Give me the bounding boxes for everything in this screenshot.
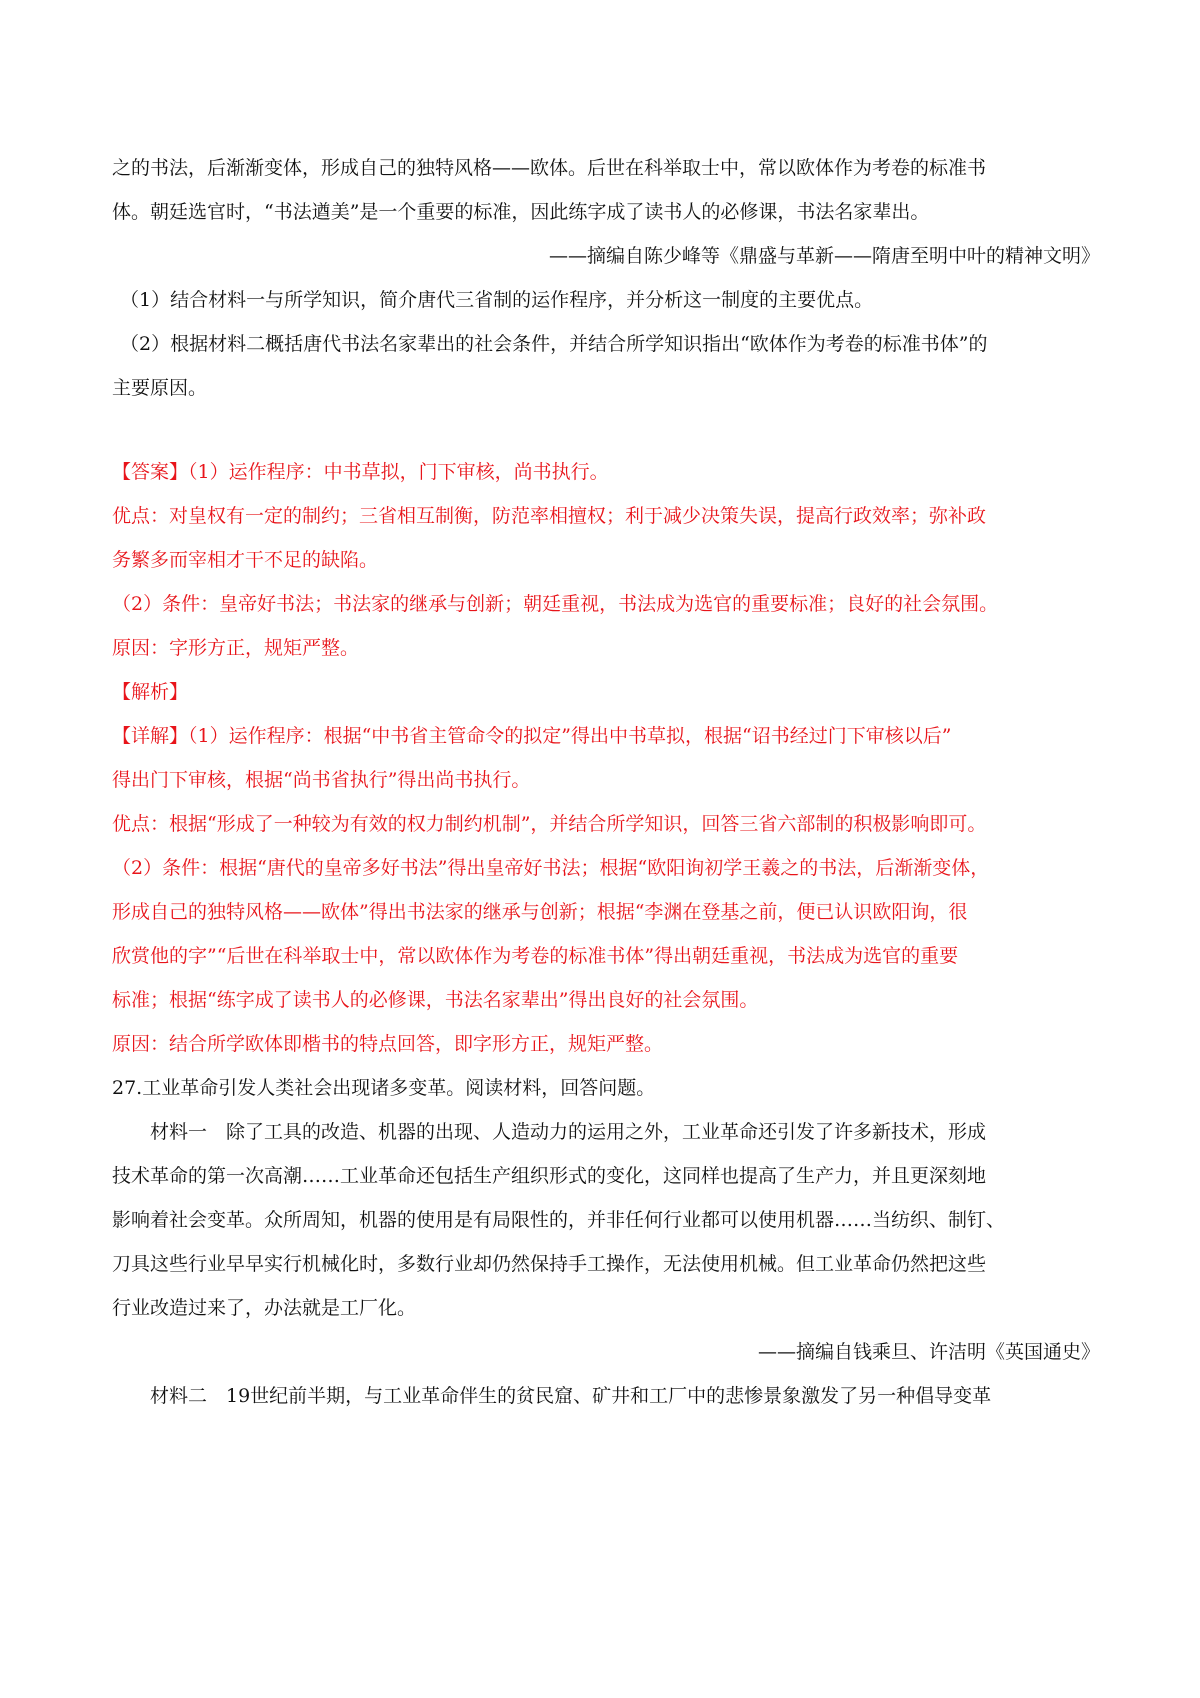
document-body <box>112 146 1100 1418</box>
answer-line: 务繁多而宰相才干不足的缺陷。 <box>112 549 379 571</box>
analysis-line: 优点：根据“形成了一种较为有效的权力制约机制”，并结合所学知识，回答三省六部制的积极影响即可。 <box>112 813 987 835</box>
analysis-line: 【详解】（1）运作程序：根据“中书省主管命令的拟定”得出中书草拟，根据“诏书经过门下审核以后” <box>112 725 952 747</box>
spacer <box>112 410 1100 450</box>
material-1-line: 影响着社会变革。众所周知，机器的使用是有局限性的，并非任何行业都可以使用机器……当纺织、制钉、 <box>112 1209 1006 1231</box>
question-2-line: （2）根据材料二概括唐代书法名家辈出的社会条件，并结合所学知识指出“欧体作为考卷的标准书体”的 <box>120 333 988 355</box>
material-1-source: ——摘编自钱乘旦、许洁明《英国通史》 <box>757 1341 1100 1363</box>
material-1-line: 材料一 除了工具的改造、机器的出现、人造动力的运用之外，工业革命还引发了许多新技术，形成 <box>150 1121 987 1143</box>
analysis-line: 得出门下审核，根据“尚书省执行”得出尚书执行。 <box>112 769 531 791</box>
analysis-line: （2）条件：根据“唐代的皇帝多好书法”得出皇帝好书法；根据“欧阳询初学王羲之的书法，后渐渐变体， <box>112 857 990 879</box>
material-1-line: 行业改造过来了，办法就是工厂化。 <box>112 1297 417 1319</box>
analysis-line: 原因：结合所学欧体即楷书的特点回答，即字形方正，规矩严整。 <box>112 1033 664 1055</box>
material-source: ——摘编自陈少峰等《鼎盛与革新——隋唐至明中叶的精神文明》 <box>548 245 1100 267</box>
question-27-title: 27.工业革命引发人类社会出现诸多变革。阅读材料，回答问题。 <box>112 1077 656 1099</box>
material-text-line: 之的书法，后渐渐变体，形成自己的独特风格——欧体。后世在科举取士中，常以欧体作为考卷的标准书 <box>112 157 987 179</box>
answer-line: 【答案】（1）运作程序：中书草拟，门下审核，尚书执行。 <box>112 461 609 483</box>
question-2-line: 主要原因。 <box>112 377 208 399</box>
material-2-line: 材料二 19世纪前半期，与工业革命伴生的贫民窟、矿井和工厂中的悲惨景象激发了另一种倡导变革 <box>150 1385 992 1407</box>
answer-line: 优点：对皇权有一定的制约；三省相互制衡，防范率相擅权；利于减少决策失误，提高行政效率；弥补政 <box>112 505 987 527</box>
analysis-line: 欣赏他的字”“后世在科举取士中，常以欧体作为考卷的标准书体”得出朝廷重视，书法成为选官的重要 <box>112 945 959 967</box>
material-1-line: 刀具这些行业早早实行机械化时，多数行业却仍然保持手工操作，无法使用机械。但工业革命仍然把这些 <box>112 1253 987 1275</box>
analysis-line: 形成自己的独特风格——欧体”得出书法家的继承与创新；根据“李渊在登基之前，便已认识欧阳询，很 <box>112 901 968 923</box>
analysis-heading: 【解析】 <box>112 681 189 703</box>
analysis-line: 标准；根据“练字成了读书人的必修课，书法名家辈出”得出良好的社会氛围。 <box>112 989 759 1011</box>
material-1-line: 技术革命的第一次高潮……工业革命还包括生产组织形式的变化，这同样也提高了生产力，并且更深刻地 <box>112 1165 987 1187</box>
question-1: （1）结合材料一与所学知识，简介唐代三省制的运作程序，并分析这一制度的主要优点。 <box>120 289 874 311</box>
material-text-line: 体。朝廷选官时，“书法遒美”是一个重要的标准，因此练字成了读书人的必修课，书法名家辈出。 <box>112 201 930 223</box>
answer-line: 原因：字形方正，规矩严整。 <box>112 637 360 659</box>
answer-line: （2）条件：皇帝好书法；书法家的继承与创新；朝廷重视，书法成为选官的重要标准；良好的社会氛围。 <box>112 593 999 615</box>
